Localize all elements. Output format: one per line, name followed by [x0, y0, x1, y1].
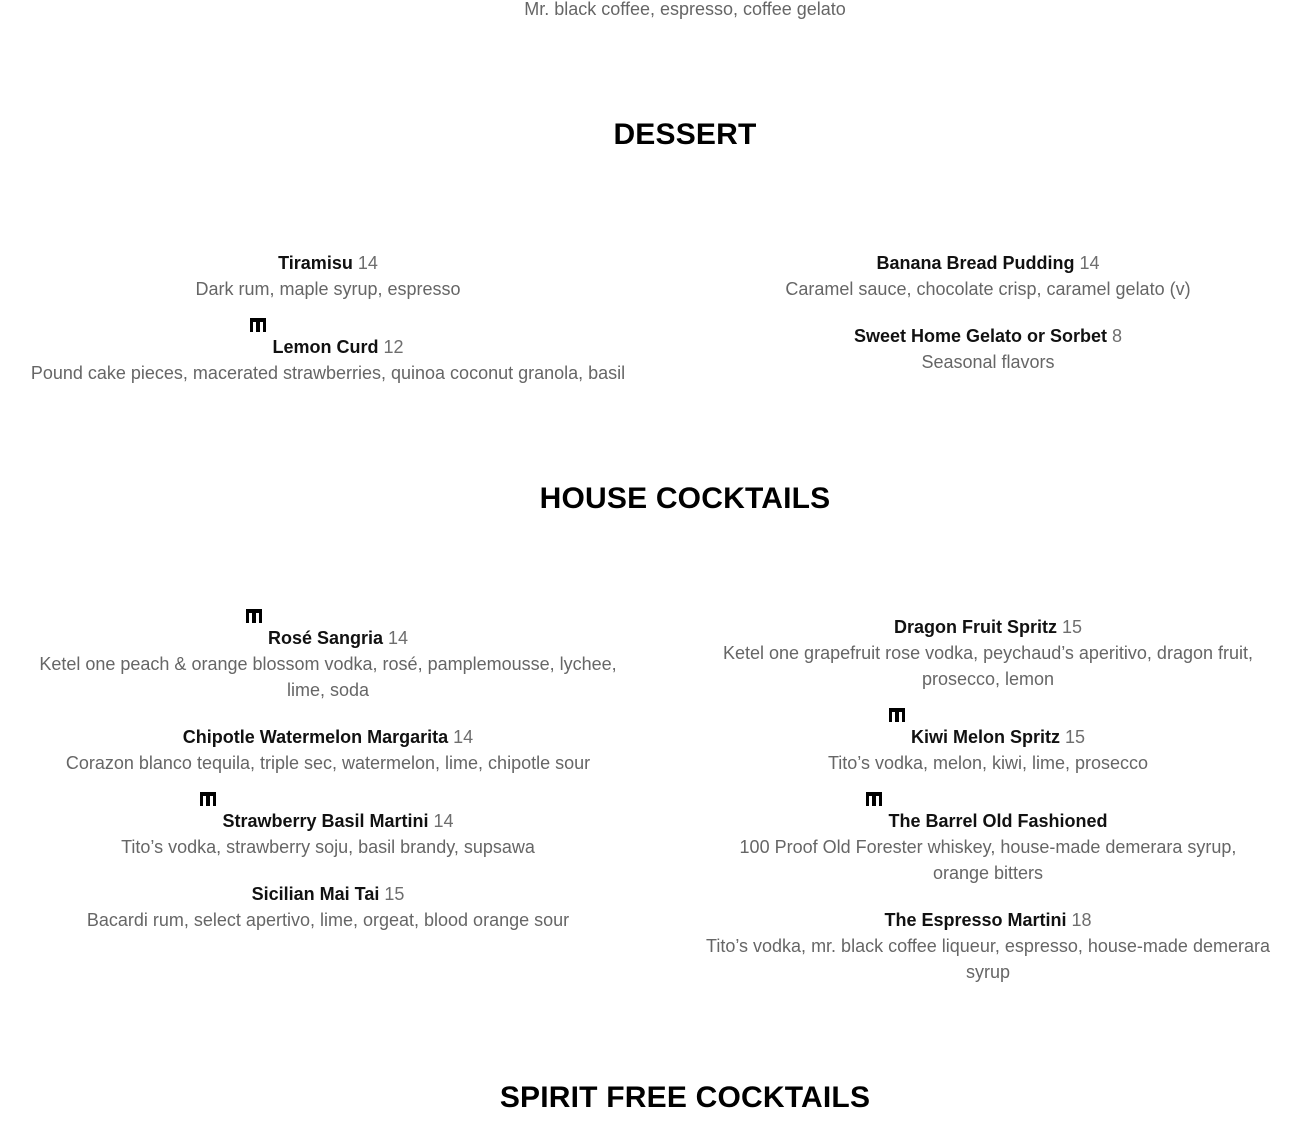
item-price: 14: [388, 628, 409, 648]
section-title-house-cocktails: HOUSE COCKTAILS: [539, 482, 831, 515]
item-name: Banana Bread Pudding: [876, 253, 1075, 273]
item-price: 15: [1061, 617, 1083, 637]
item-description: 100 Proof Old Forester whiskey, house-made demerara syrup, orange bitters: [739, 837, 1237, 883]
menu-item-barrel-old-fashioned: [716, 808, 1260, 886]
menu-item-rose-sangria: [20, 625, 636, 703]
item-name: Tiramisu: [278, 253, 353, 273]
item-description: Tito’s vodka, melon, kiwi, lime, prosecco: [827, 753, 1149, 773]
menu-item-banana-bread-pudding: [676, 250, 1300, 302]
item-description: Dark rum, maple syrup, espresso: [195, 279, 461, 299]
item-description: Tito’s vodka, mr. black coffee liqueur, espresso, house-made demerara syrup: [706, 936, 1270, 982]
item-description: Tito’s vodka, strawberry soju, basil brandy, supsawa: [121, 837, 535, 857]
previous-item-description: Mr. black coffee, espresso, coffee gelato: [524, 0, 846, 19]
item-description: Corazon blanco tequila, triple sec, watermelon, lime, chipotle sour: [65, 753, 591, 773]
section-title-spirit-free-cocktails: SPIRIT FREE COCKTAILS: [499, 1081, 871, 1114]
item-price: 14: [357, 253, 378, 273]
item-price: 12: [383, 337, 404, 357]
item-name: Dragon Fruit Spritz: [893, 617, 1057, 637]
item-name: Sicilian Mai Tai: [251, 884, 380, 904]
item-price: 14: [1079, 253, 1100, 273]
menu-item-strawberry-basil-martini: [0, 808, 656, 860]
menu-item-sicilian-mai-tai: [0, 881, 656, 933]
item-name: Sweet Home Gelato or Sorbet: [853, 326, 1108, 346]
table-tent-icon: [202, 808, 222, 834]
item-description: Seasonal flavors: [921, 352, 1055, 372]
menu-item-tiramisu: [0, 250, 656, 302]
item-name: Lemon Curd: [272, 337, 379, 357]
table-tent-icon: [248, 625, 268, 651]
menu-item-kiwi-melon-spritz: [676, 724, 1300, 776]
item-price: 14: [433, 811, 454, 831]
item-description: Caramel sauce, chocolate crisp, caramel gelato (v): [785, 279, 1191, 299]
item-description: Ketel one peach & orange blossom vodka, rosé, pamplemousse, lychee, lime, soda: [39, 654, 617, 700]
table-tent-icon: [868, 808, 888, 834]
item-description: Bacardi rum, select apertivo, lime, orgeat, blood orange sour: [86, 910, 570, 930]
menu-item-sweet-home-gelato: [676, 323, 1300, 375]
item-name: Chipotle Watermelon Margarita: [182, 727, 449, 747]
item-name: Strawberry Basil Martini: [222, 811, 429, 831]
menu-item-lemon-curd: [0, 334, 656, 386]
menu-item-espresso-martini: [700, 907, 1276, 985]
item-price: 18: [1071, 910, 1092, 930]
item-name: The Barrel Old Fashioned: [888, 811, 1108, 831]
item-name: Rosé Sangria: [267, 628, 383, 648]
item-price: 15: [384, 884, 405, 904]
menu-item-dragon-fruit-spritz: [706, 614, 1270, 692]
item-description: Pound cake pieces, macerated strawberries, quinoa coconut granola, basil: [30, 363, 626, 383]
section-title-dessert: DESSERT: [613, 118, 757, 151]
item-name: Kiwi Melon Spritz: [910, 727, 1060, 747]
item-price: 14: [453, 727, 474, 747]
item-description: Ketel one grapefruit rose vodka, peychaud’s aperitivo, dragon fruit, prosecco, lemon: [723, 643, 1253, 689]
menu-item-chipotle-watermelon-margarita: [0, 724, 656, 776]
table-tent-icon: [891, 724, 911, 750]
item-price: 8: [1112, 326, 1123, 346]
table-tent-icon: [252, 334, 272, 360]
item-price: 15: [1064, 727, 1086, 747]
item-name: The Espresso Martini: [884, 910, 1067, 930]
